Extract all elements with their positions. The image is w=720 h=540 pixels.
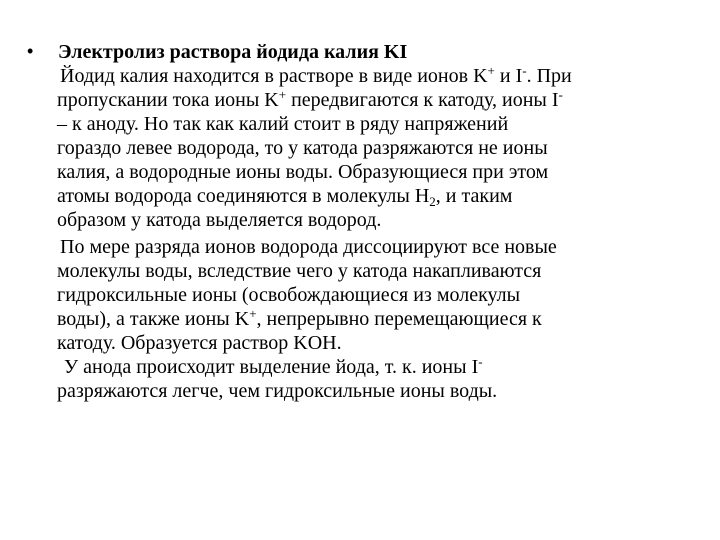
text-segment: атомы водорода соединяются в молекулы H [57, 185, 430, 207]
text-segment: . При [526, 65, 572, 87]
body-line [57, 88, 563, 112]
text-segment: – к аноду. Но так как калий стоит в ряду напряжений [57, 113, 509, 135]
text-segment: Йодид калия находится в растворе в виде ионов K [60, 65, 488, 87]
text-segment: По мере разряда ионов водорода диссоциируют все новые [60, 236, 557, 258]
body-line [57, 136, 548, 160]
text-segment: У анода происходит выделение йода, т. к. ионы I [64, 356, 479, 378]
body-line [57, 112, 508, 136]
text-segment: молекулы воды, вследствие чего у катода накапливаются [57, 260, 542, 282]
text-segment: пропускании тока ионы K [57, 89, 279, 111]
bullet-icon: • [27, 41, 34, 61]
subscript: 2 [429, 194, 436, 209]
text-segment: калия, а водородные ионы воды. Образующиеся при этом [57, 161, 549, 183]
text-segment: , и таким [435, 185, 513, 207]
body-line [60, 235, 557, 259]
body-line [57, 307, 542, 331]
superscript: + [278, 87, 287, 102]
superscript: + [487, 63, 495, 78]
text-segment: передвигаются к катоду, ионы I [286, 89, 559, 111]
body-line [57, 160, 548, 184]
text-segment: воды), а также ионы K [57, 308, 250, 330]
text-segment: катоду. Образуется раствор KOH. [57, 332, 342, 354]
body-line [57, 259, 541, 283]
body-line [57, 331, 342, 355]
body-line [60, 64, 572, 88]
superscript: - [522, 63, 527, 78]
superscript: - [478, 354, 483, 369]
slide-title: Электролиз раствора йодида калия KI [58, 41, 408, 63]
body-line [57, 208, 381, 232]
text-segment: и I [494, 65, 523, 87]
body-line [57, 379, 497, 403]
body-line [57, 184, 512, 208]
body-line [64, 355, 483, 379]
body-line [57, 283, 520, 307]
text-segment: образом у катода выделяется водород. [57, 209, 382, 231]
text-segment: разряжаются легче, чем гидроксильные ионы воды. [57, 380, 498, 402]
superscript: + [249, 306, 257, 321]
text-segment: , непрерывно перемещающиеся к [256, 308, 542, 330]
text-segment: гидроксильные ионы (освобождающиеся из молекулы [57, 284, 521, 306]
superscript: - [558, 87, 563, 102]
text-segment: гораздо левее водорода, то у катода разряжаются не ионы [57, 137, 548, 159]
